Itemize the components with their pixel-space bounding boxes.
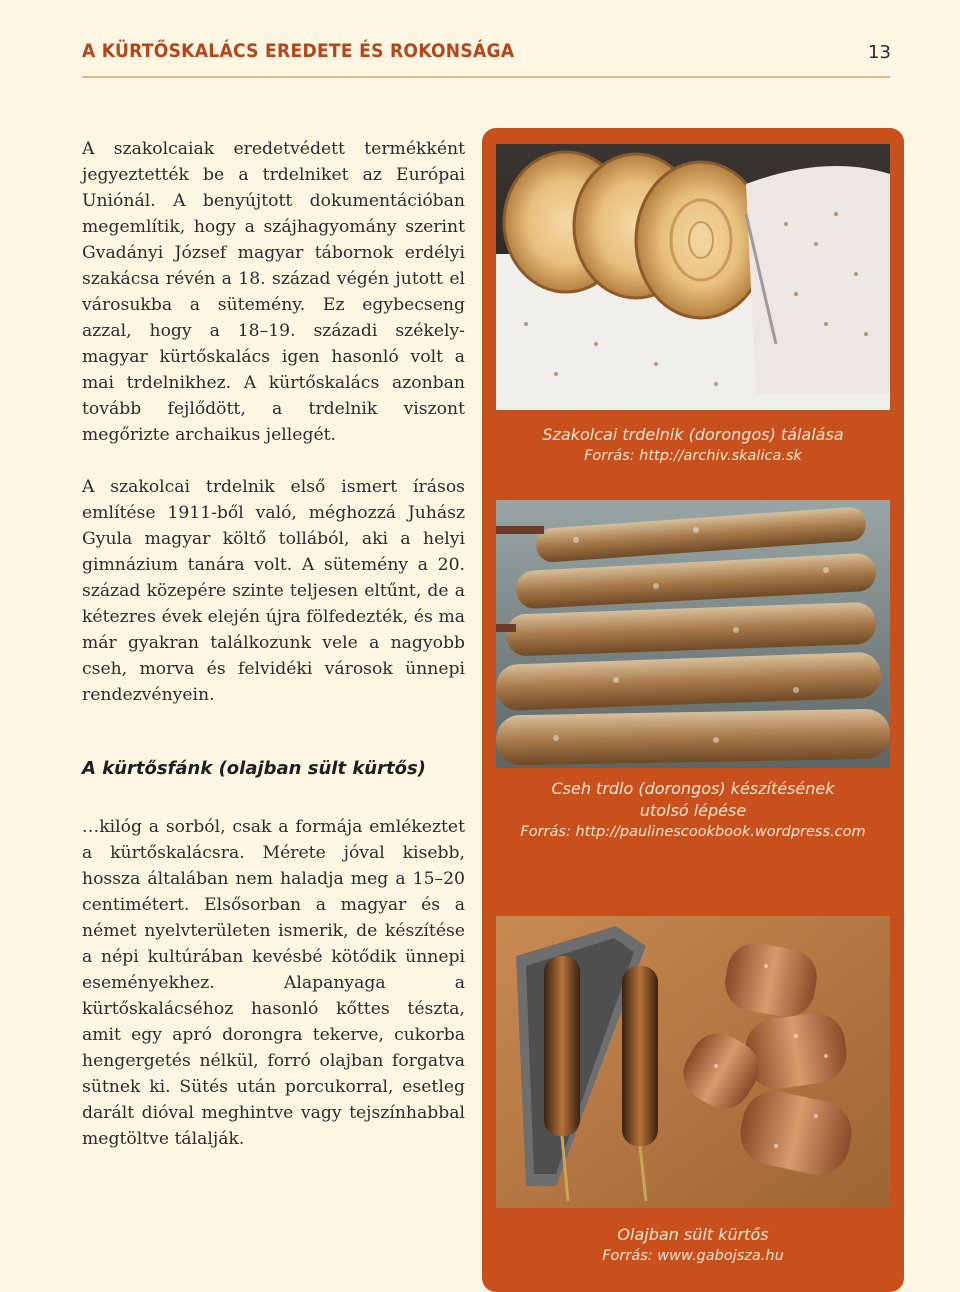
page-number: 13 bbox=[868, 42, 891, 63]
photo-1-caption-title: Szakolcai trdelnik (dorongos) tálalása bbox=[542, 425, 844, 444]
photo-2-caption bbox=[482, 778, 904, 842]
photo-3-caption bbox=[482, 1224, 904, 1266]
photo-oil-fried-kurtos bbox=[496, 916, 890, 1208]
chapter-title: A KÜRTŐSKALÁCS EREDETE ÉS ROKONSÁGA bbox=[82, 40, 515, 62]
section-heading: A kürtősfánk (olajban sült kürtős) bbox=[82, 758, 426, 779]
photo-trdlo-on-spits bbox=[496, 500, 890, 768]
photo-2-caption-title-line2: utolsó lépése bbox=[639, 801, 747, 820]
body-paragraph-1: A szakolcaiak eredetvédett termékként jegyeztették be a trdelniket az Európai Uniónál. A benyújtott dokumentációban megemlítik, hogy a szájhagyomány szerint Gvadányi József magyar tábornok erdélyi szakácsa révén a 18. század végén jutott el városukba a sütemény. Ez egybecseng azzal, hogy a 18–19. századi székely-magyar kürtőskalács igen hasonló volt a mai trdelnikhez. A kürtőskalács azonban tovább fejlődött, a trdelnik viszont megőrizte archaikus jellegét. bbox=[82, 139, 465, 445]
photo-2-caption-title: Cseh trdlo (dorongos) készítésének bbox=[551, 779, 835, 798]
body-paragraph-2: A szakolcai trdelnik első ismert írásos említése 1911-ből való, méghozzá Juhász Gyula magyar költő tollából, aki a helyi gimnázium tanára volt. A sütemény a 20. század közepére szinte teljesen eltűnt, de a kétezres évek elején újra fölfedezték, és ma már gyakran találkozunk vele a nagyobb cseh, morva és felvidéki városok ünnepi rendezvényein. bbox=[82, 477, 465, 705]
photo-2-source: Forrás: http://paulinescookbook.wordpress.com bbox=[520, 824, 866, 840]
photo-3-source: Forrás: www.gabojsza.hu bbox=[602, 1248, 784, 1264]
photo-3-caption-title: Olajban sült kürtős bbox=[617, 1225, 769, 1244]
photo-1-caption bbox=[482, 424, 904, 466]
photo-sliced-trdelnik bbox=[496, 144, 890, 410]
photo-1-source: Forrás: http://archiv.skalica.sk bbox=[584, 448, 802, 464]
header-divider bbox=[82, 76, 890, 78]
body-paragraph-3: …kilóg a sorból, csak a formája emlékeztet a kürtőskalácsra. Mérete jóval kisebb, hossza általában nem haladja meg a 15–20 centimétert. Elsősorban a magyar és a német nyelvterületen ismerik, de készítése a népi kultúrában kevésbé kötődik ünnepi eseményekhez. Alapanyaga a kürtőskalácséhoz hasonló kőttes tészta, amit egy apró dorongra tekerve, cukorba hengergetés nélkül, forró olajban forgatva sütnek ki. Sütés után porcukorral, esetleg darált dióval meghintve vagy tejszínhabbal megtöltve tálalják. bbox=[82, 817, 465, 1149]
